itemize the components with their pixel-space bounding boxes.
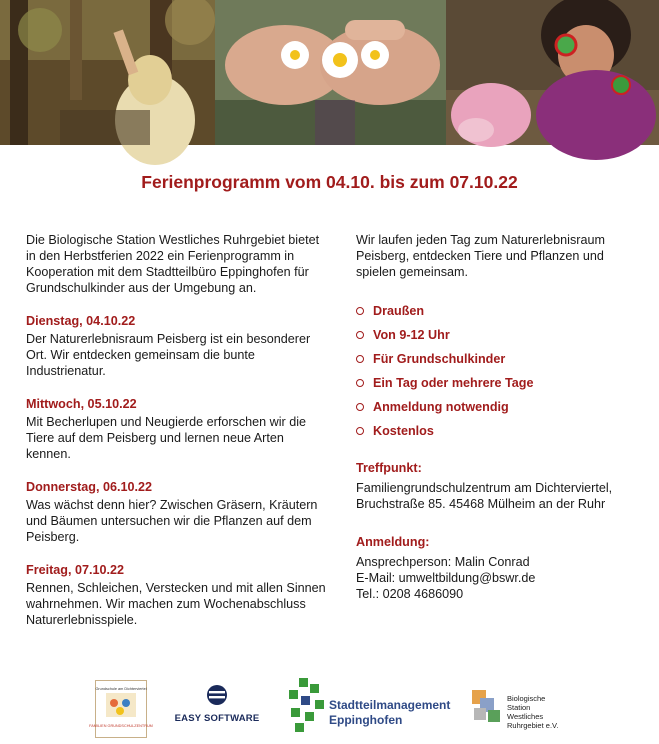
contact-email: E-Mail: umweltbildung@bswr.de	[356, 571, 536, 585]
photo-child-magnifier	[446, 0, 659, 145]
treffpunkt-line2: Bruchstraße 85. 45468 Mülheim an der Ruhr	[356, 497, 606, 511]
stm-line2: Eppinghofen	[329, 713, 403, 727]
stadtteilmanagement-logo	[285, 676, 450, 736]
contact-person: Ansprechperson: Malin Conrad	[356, 555, 530, 569]
easy-software-text: EASY SOFTWARE	[174, 713, 260, 724]
right-column	[356, 232, 646, 602]
page-title: Ferienprogramm vom 04.10. bis zum 07.10.22	[141, 172, 518, 192]
biologische-station-logo	[470, 684, 580, 734]
day-block	[26, 562, 326, 628]
anmeldung-heading: Anmeldung:	[356, 535, 430, 549]
day-block	[26, 313, 326, 379]
circle-bullet-icon	[356, 427, 364, 435]
day-heading: Freitag, 07.10.22	[26, 563, 125, 577]
feature-item	[356, 299, 646, 323]
bswr-line: Westliches	[507, 712, 544, 721]
feature-label: Anmeldung notwendig	[373, 400, 509, 414]
header-photo-strip	[0, 0, 659, 145]
photo-daisies-hands	[215, 0, 446, 145]
bswr-line: Station	[507, 703, 531, 712]
feature-label: Für Grundschulkinder	[373, 352, 506, 366]
feature-list	[356, 299, 646, 443]
bswr-icon	[470, 686, 504, 726]
feature-label: Kostenlos	[373, 424, 434, 438]
day-block	[26, 396, 326, 462]
right-intro-text: Wir laufen jeden Tag zum Naturerlebnisraum Peisberg, entdecken Tiere und Pflanzen und spielen gemeinsam.	[356, 233, 605, 279]
feature-label: Ein Tag oder mehrere Tage	[373, 376, 534, 390]
circle-bullet-icon	[356, 355, 364, 363]
contact-phone: Tel.: 0208 4686090	[356, 587, 464, 601]
feature-label: Von 9-12 Uhr	[373, 328, 450, 342]
feature-item	[356, 395, 646, 419]
bswr-line: Biologische	[507, 694, 546, 703]
circle-bullet-icon	[356, 331, 364, 339]
feature-item	[356, 323, 646, 347]
left-column	[26, 232, 326, 628]
anmeldung-section	[356, 534, 646, 602]
bswr-text	[507, 694, 558, 730]
feature-item	[356, 371, 646, 395]
bswr-line: Ruhrgebiet e.V.	[507, 721, 559, 730]
day-heading: Dienstag, 04.10.22	[26, 314, 136, 328]
feature-item	[356, 419, 646, 443]
photo-child-tree	[0, 0, 215, 145]
familiengrundschulzentrum-logo	[89, 680, 153, 738]
day-text: Mit Becherlupen und Neugierde erforschen wir die Tiere auf dem Peisberg und lernen neue Arten kennen.	[26, 415, 307, 461]
day-heading: Donnerstag, 06.10.22	[26, 480, 152, 494]
feature-label: Draußen	[373, 304, 425, 318]
partner-logos	[0, 676, 659, 744]
fgz-top-text: Grundschule am Dichterviertel	[95, 687, 147, 691]
day-block	[26, 479, 326, 545]
day-heading: Mittwoch, 05.10.22	[26, 397, 137, 411]
circle-bullet-icon	[356, 403, 364, 411]
easy-software-logo	[172, 684, 262, 724]
feature-item	[356, 347, 646, 371]
easy-software-icon	[204, 684, 230, 706]
treffpunkt-section	[356, 460, 646, 512]
day-text: Rennen, Schleichen, Verstecken und mit allen Sinnen wahrnehmen. Wir machen zum Wochenabschluss Naturerlebnisspiele.	[26, 581, 326, 627]
stm-squares-icon	[285, 676, 329, 734]
day-text: Was wächst denn hier? Zwischen Gräsern, Kräutern und Bäumen untersuchen wir die Pflanzen auf dem Peisberg.	[26, 498, 318, 544]
circle-bullet-icon	[356, 307, 364, 315]
treffpunkt-line1: Familiengrundschulzentrum am Dichterviertel,	[356, 481, 613, 495]
fgz-bottom-text: FAMILIEN GRUNDSCHULZENTRUM	[89, 724, 153, 728]
intro-text: Die Biologische Station Westliches Ruhrgebiet bietet in den Herbstferien 2022 ein Ferienprogramm in Kooperation mit dem Stadtteilbüro Eppinghofen für Grundschulkinder aus der Umgebung an.	[26, 233, 320, 295]
day-text: Der Naturerlebnisraum Peisberg ist ein besonderer Ort. Wir entdecken gemeinsam die bunte Industrienatur.	[26, 332, 311, 378]
treffpunkt-heading: Treffpunkt:	[356, 461, 422, 475]
circle-bullet-icon	[356, 379, 364, 387]
stm-line1: Stadtteilmanagement	[329, 698, 451, 712]
